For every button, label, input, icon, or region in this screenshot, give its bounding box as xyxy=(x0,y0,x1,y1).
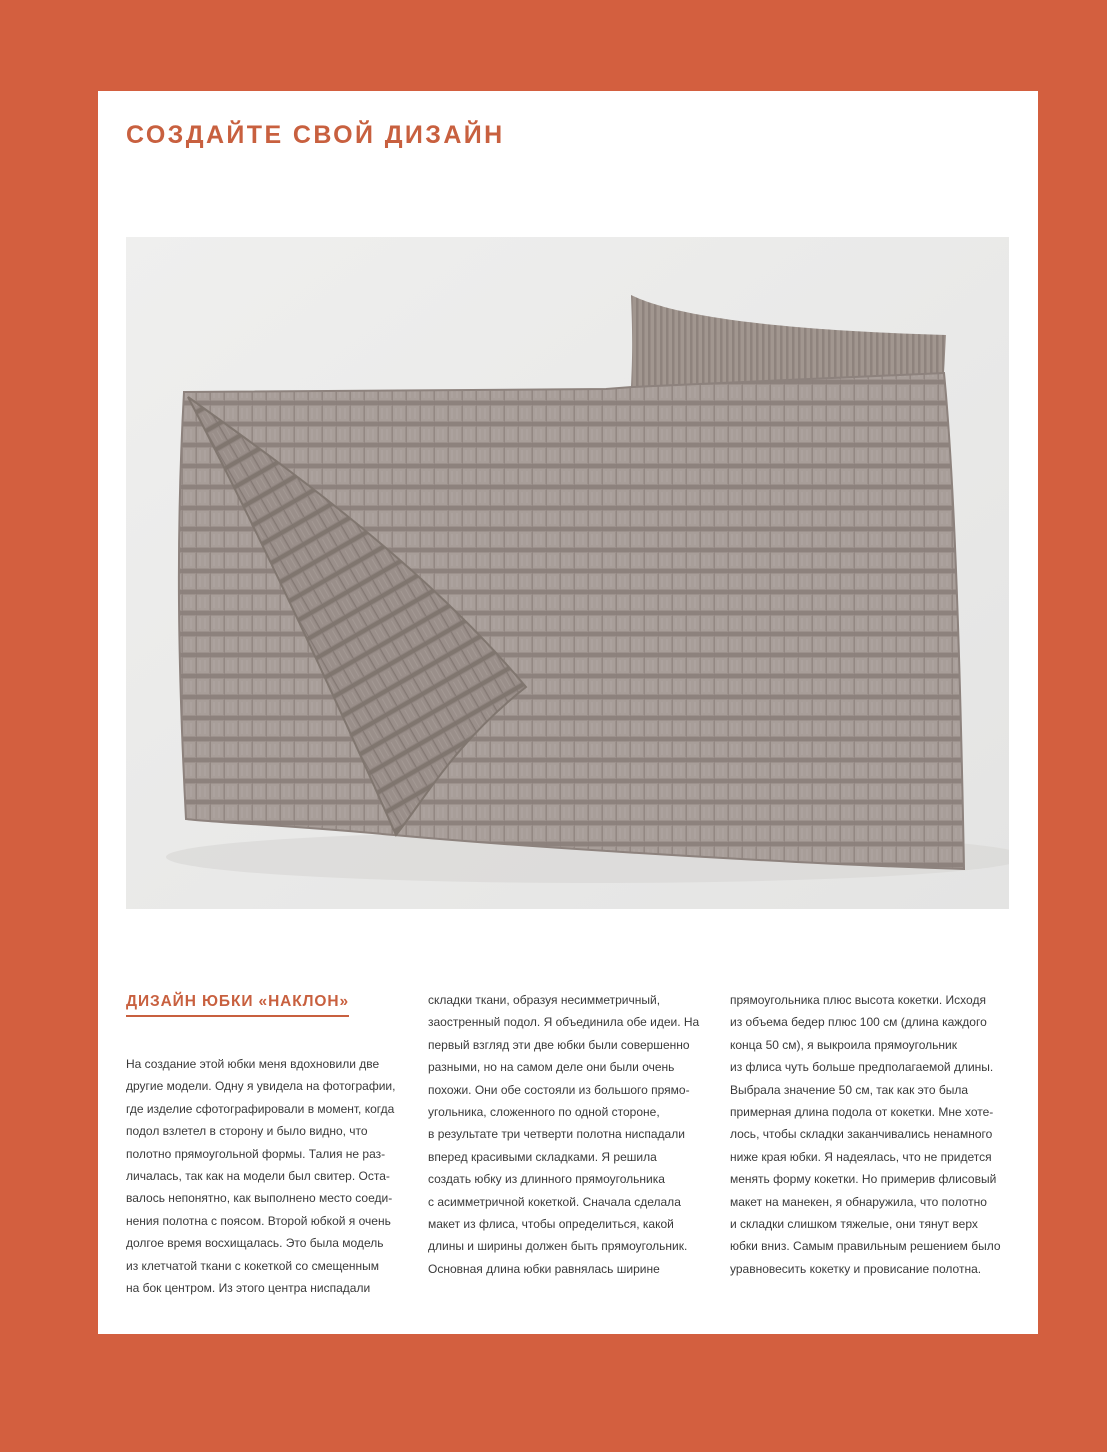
text-line: подол взлетел в сторону и было видно, что xyxy=(126,1124,368,1139)
text-line: на бок центром. Из этого центра ниспадали xyxy=(126,1281,371,1296)
text-line: из флиса чуть больше предполагаемой длины. xyxy=(730,1060,994,1075)
page-title: СОЗДАЙТЕ СВОЙ ДИЗАЙН xyxy=(126,121,505,149)
text-line: прямоугольника плюс высота кокетки. Исходя xyxy=(730,993,986,1007)
text-line: другие модели. Одну я увидела на фотографии, xyxy=(126,1079,396,1094)
text-line: Выбрала значение 50 см, так как это была xyxy=(730,1082,969,1097)
text-line: длины и ширины должен быть прямоугольник. xyxy=(428,1239,688,1254)
text-line: разными, но на самом деле они были очень xyxy=(428,1060,675,1075)
text-line: с асимметричной кокеткой. Сначала сделала xyxy=(428,1194,681,1209)
text-line: ниже края юбки. Я надеялась, что не придется xyxy=(730,1149,992,1164)
text-line: вперед красивыми складками. Я решила xyxy=(428,1149,657,1164)
text-line: юбки вниз. Самым правильным решением было xyxy=(730,1239,1001,1254)
text-line: из клетчатой ткани с кокеткой со смещенным xyxy=(126,1258,380,1273)
knitted-skirt-image xyxy=(126,237,1009,909)
text-line: примерная длина подола от кокетки. Мне хоте- xyxy=(730,1105,994,1120)
text-column-1 xyxy=(126,1053,395,1299)
page xyxy=(98,91,1038,1334)
text-line: долгое время восхищалась. Это была модель xyxy=(126,1236,384,1251)
skirt-panel xyxy=(179,373,964,869)
text-line: нения полотна с поясом. Второй юбкой я очень xyxy=(126,1213,391,1228)
text-line: создать юбку из длинного прямоугольника xyxy=(428,1172,665,1187)
text-line: угольника, сложенного по одной стороне, xyxy=(428,1105,660,1120)
text-line: личалась, так как на модели был свитер. Оста- xyxy=(126,1169,390,1184)
text-column-3 xyxy=(730,989,1001,1280)
text-line: лось, чтобы складки заканчивались ненамного xyxy=(730,1127,993,1142)
text-line: где изделие сфотографировали в момент, когда xyxy=(126,1101,395,1116)
skirt-photo xyxy=(126,237,1009,909)
text-line: похожи. Они обе состояли из большого прямо- xyxy=(428,1082,690,1097)
text-line: и складки слишком тяжелые, они тянут верх xyxy=(730,1217,978,1232)
text-line: макет на манекен, я обнаружила, что полотно xyxy=(730,1194,987,1209)
text-line: На создание этой юбки меня вдохновили две xyxy=(126,1057,380,1071)
section-heading: ДИЗАЙН ЮБКИ «НАКЛОН» xyxy=(126,993,349,1017)
text-column-2 xyxy=(428,989,699,1280)
text-line: конца 50 см), я выкроила прямоугольник xyxy=(730,1037,957,1052)
text-line: валось непонятно, как выполнено место соеди- xyxy=(126,1191,393,1206)
text-line: складки ткани, образуя несимметричный, xyxy=(428,993,661,1007)
text-line: уравновесить кокетку и провисание полотна. xyxy=(730,1261,982,1276)
text-line: первый взгляд эти две юбки были совершенно xyxy=(428,1037,690,1052)
text-line: менять форму кокетки. Но примерив флисовый xyxy=(730,1172,997,1187)
text-line: полотно прямоугольной формы. Талия не раз- xyxy=(126,1146,386,1161)
text-line: в результате три четверти полотна ниспадали xyxy=(428,1127,685,1142)
text-line: из объема бедер плюс 100 см (длина каждого xyxy=(730,1015,987,1030)
text-line: макет из флиса, чтобы определиться, какой xyxy=(428,1217,674,1232)
text-line: заостренный подол. Я объединила обе идеи. На xyxy=(428,1015,700,1030)
text-line: Основная длина юбки равнялась ширине xyxy=(428,1261,660,1276)
